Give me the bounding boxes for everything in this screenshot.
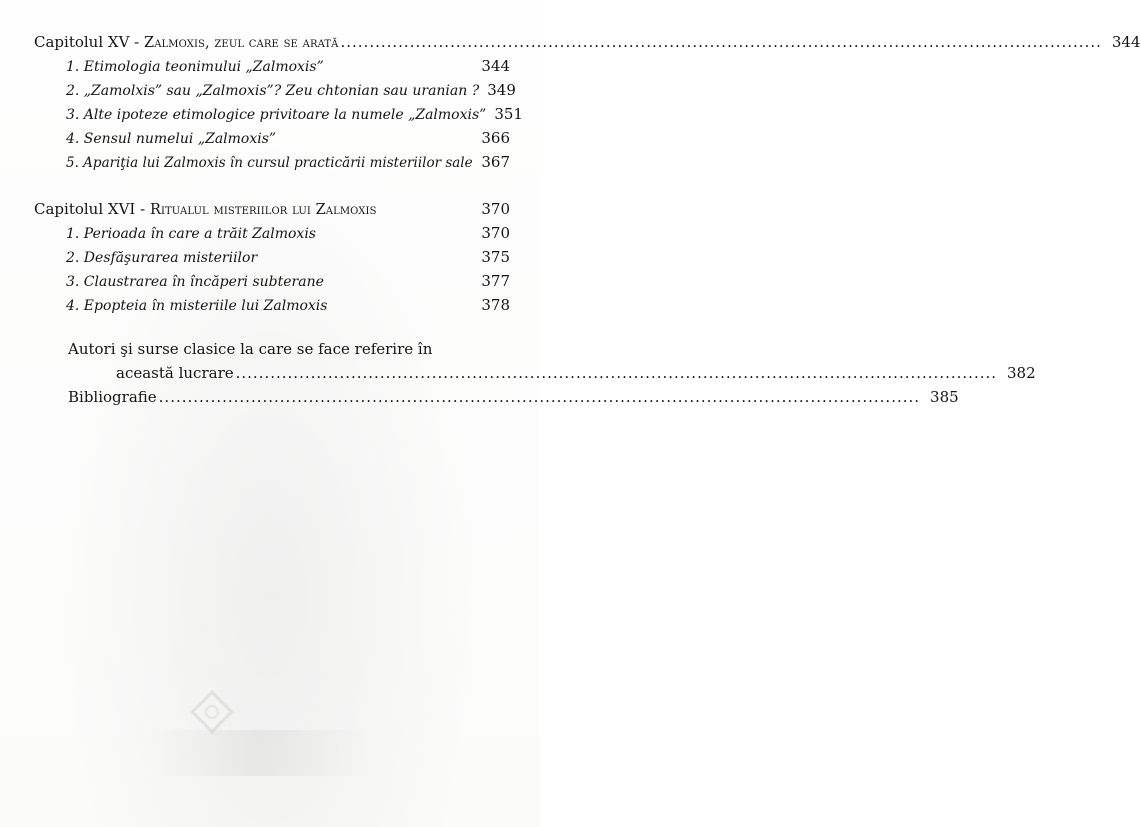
toc-entry-title: 2. Desfăşurarea misteriilor [66,250,258,266]
toc-entry [34,126,510,150]
authors-title-line1: Autori şi surse clasice la care se face referire în [68,340,433,358]
toc-entry-title: 2. „Zamolxis” sau „Zalmoxis”? Zeu chtonian sau uranian ? [66,83,480,99]
toc-entry-page: 375 [481,248,510,266]
toc-entry [34,293,510,317]
toc-entry [34,102,523,126]
toc-entry-title: 5. Apariţia lui Zalmoxis în cursul practicării misteriilor sale [66,155,473,171]
toc-entry-page: 378 [481,296,510,314]
dot-leader [236,361,997,385]
toc-entry-page: 366 [481,129,510,147]
toc-entry-title: 3. Alte ipoteze etimologice privitoare la numele „Zalmoxis” [66,107,487,123]
bibliography-entry [34,385,959,409]
dot-leader [340,30,1101,54]
toc-entry [34,54,510,78]
chapter-16-page: 370 [481,200,510,218]
chapter-15-heading [34,30,1141,54]
toc-entry-title: 4. Epopteia în misteriile lui Zalmoxis [66,298,328,314]
toc-entry [34,150,510,174]
toc-entry [34,78,516,102]
toc-entry-page: 370 [481,224,510,242]
authors-entry-line1 [34,337,510,361]
chapter-16-prefix: Capitolul XVI - [34,200,150,218]
authors-title-line2: această lucrare [116,364,234,382]
toc-entry [34,245,510,269]
toc-entry [34,221,510,245]
authors-page: 382 [1007,364,1036,382]
chapter-15-title-wrap [34,30,338,55]
table-of-contents [34,30,1141,409]
chapter-15-title: Zalmoxis, zeul care se arată [144,35,339,51]
toc-entry [34,269,510,293]
dot-leader [159,385,920,409]
chapter-16-title-wrap [34,197,377,222]
toc-entry-title: 1. Etimologia teonimului „Zalmoxis” [66,59,324,75]
chapter-15-prefix: Capitolul XV - [34,33,145,51]
chapter-15-page: 344 [1111,33,1141,51]
bibliography-title: Bibliografie [68,388,157,406]
chapter-16-heading [34,197,510,221]
bleed-through-emblem [190,690,234,734]
toc-entry-page: 367 [481,153,510,171]
toc-entry-title: 4. Sensul numelui „Zalmoxis” [66,131,277,147]
toc-entry-title: 3. Claustrarea în încăperi subterane [66,274,324,290]
toc-entry-page: 377 [481,272,510,290]
toc-entry-page: 344 [481,57,510,75]
bleed-through-shadow [150,730,370,776]
toc-entry-page: 349 [487,81,516,99]
toc-entry-page: 351 [494,105,523,123]
toc-entry-title: 1. Perioada în care a trăit Zalmoxis [66,226,316,242]
chapter-16-title: Ritualul misteriilor lui Zalmoxis [149,202,377,218]
bibliography-page: 385 [930,388,959,406]
authors-entry-line2 [34,361,1036,385]
